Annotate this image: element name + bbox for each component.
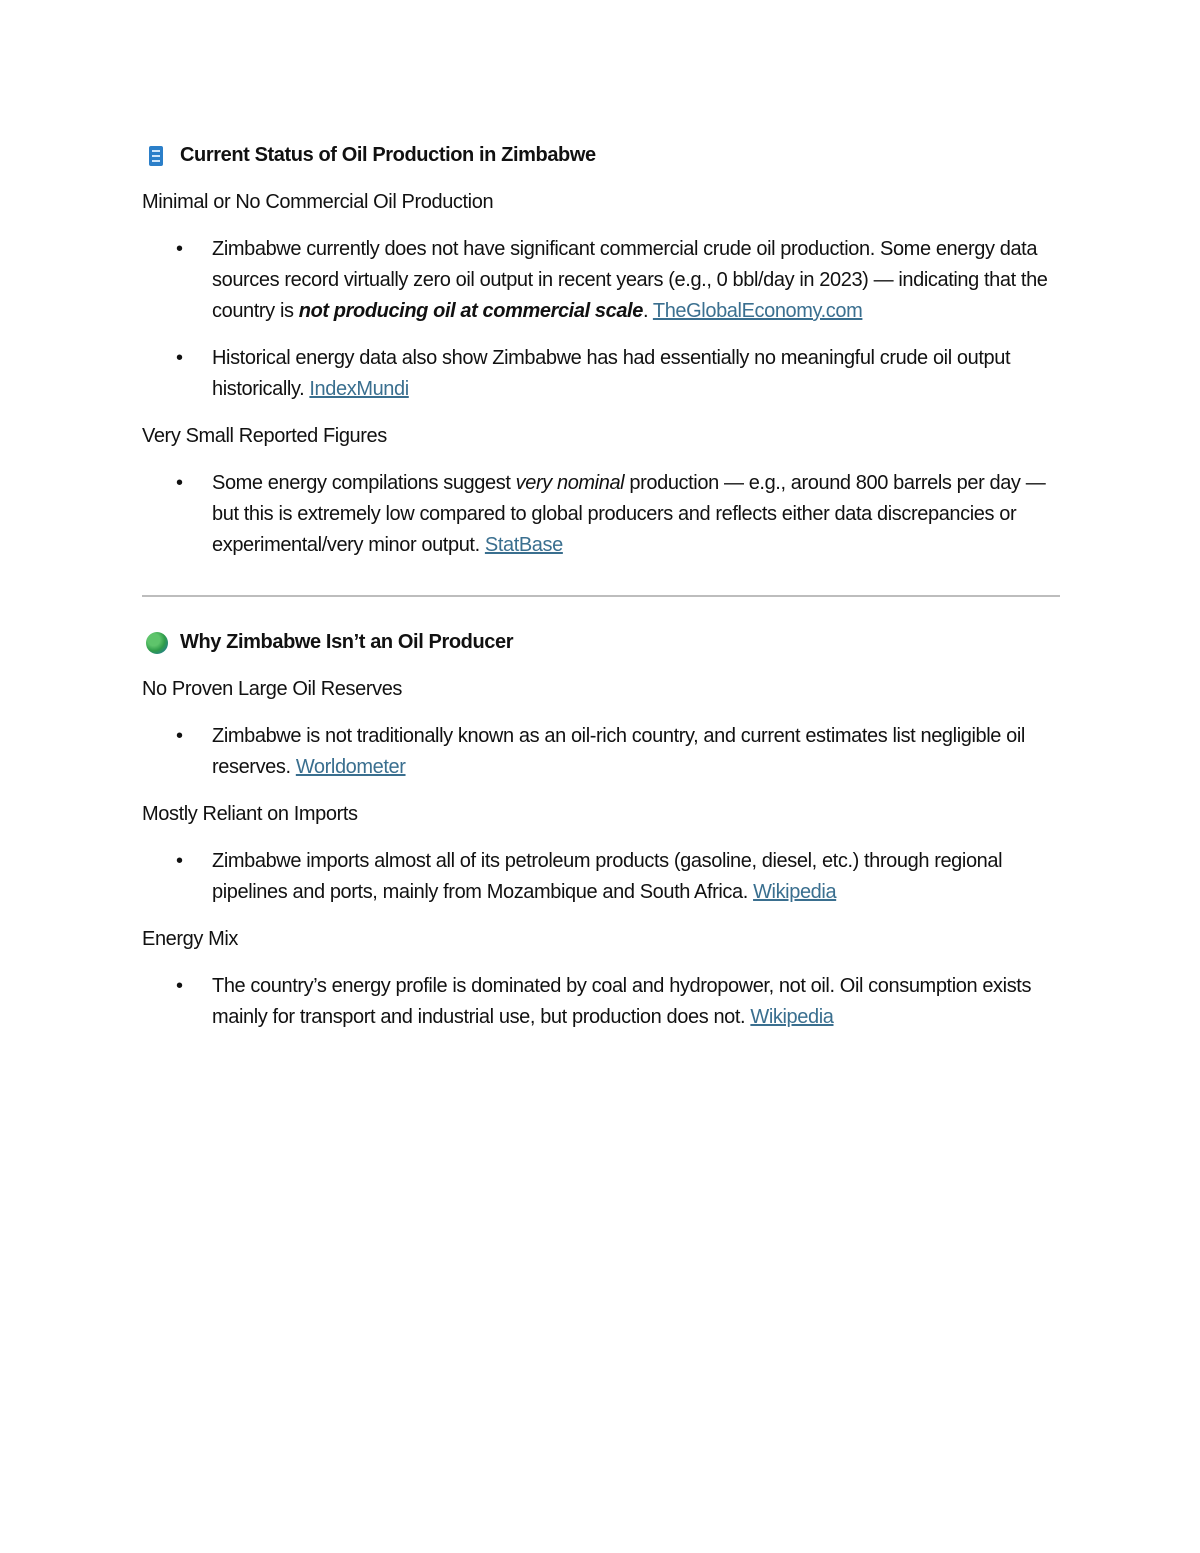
bullet-marker: • — [176, 725, 183, 747]
bullet-text: The country’s energy profile is dominated by coal and hydropower, not oil. Oil consumption exists mainly for transport and industrial use, but production does not. — [212, 975, 1032, 1028]
bullet-marker: • — [176, 850, 183, 872]
bullet-marker: • — [176, 975, 183, 997]
bullet-list — [142, 971, 1060, 1033]
bullet-text-end: . — [642, 300, 653, 322]
document-page — [142, 140, 1060, 1049]
list-item — [142, 721, 1060, 783]
section-2-title: Why Zimbabwe Isn’t an Oil Producer — [180, 631, 514, 653]
source-link-theglobaleconomy[interactable]: TheGlobalEconomy.com — [652, 300, 863, 322]
subheading-energy-mix: Energy Mix — [142, 928, 239, 950]
section-divider — [142, 595, 1060, 597]
list-item — [142, 468, 1060, 561]
bullet-emphasis: not producing oil at commercial scale — [298, 300, 643, 322]
bullet-text: Historical energy data also show Zimbabwe has had essentially no meaningful crude oil output historically. — [212, 347, 1011, 400]
subheading-small-figures: Very Small Reported Figures — [142, 425, 387, 447]
bullet-text-end: production — e.g., around 800 barrels per day — but this is extremely low compared to global producers and reflects either data discrepancies or experimental/very minor output. — [212, 472, 1046, 556]
bullet-marker: • — [176, 238, 183, 260]
source-link-worldometer[interactable]: Worldometer — [295, 756, 406, 778]
bullet-list — [142, 846, 1060, 908]
subheading-imports: Mostly Reliant on Imports — [142, 803, 358, 825]
list-item — [142, 846, 1060, 908]
list-item — [142, 343, 1060, 405]
bullet-list — [142, 234, 1060, 405]
source-link-wikipedia[interactable]: Wikipedia — [750, 1006, 834, 1028]
bullet-marker: • — [176, 347, 183, 369]
source-link-wikipedia[interactable]: Wikipedia — [753, 881, 837, 903]
section-1-heading — [142, 140, 1060, 171]
bullet-text: Zimbabwe currently does not have significant commercial crude oil production. Some energy data sources record virtually zero oil output in recent years (e.g., 0 bbl/day in 2023) — indicating that the country is — [212, 238, 1048, 322]
bullet-text: Some energy compilations suggest — [212, 472, 516, 494]
bullet-list — [142, 468, 1060, 561]
globe-icon — [145, 631, 169, 655]
section-2-heading — [142, 627, 1060, 658]
source-link-indexmundi[interactable]: IndexMundi — [309, 378, 409, 400]
bullet-text: Zimbabwe imports almost all of its petroleum products (gasoline, diesel, etc.) through regional pipelines and ports, mainly from Mozambique and South Africa. — [212, 850, 1003, 903]
bullet-text: Zimbabwe is not traditionally known as an oil-rich country, and current estimates list negligible oil reserves. — [212, 725, 1025, 778]
source-link-statbase[interactable]: StatBase — [484, 534, 563, 556]
bullet-marker: • — [176, 472, 183, 494]
bullet-emphasis: very nominal — [515, 472, 625, 494]
section-1-title: Current Status of Oil Production in Zimbabwe — [180, 144, 596, 166]
subheading-no-reserves: No Proven Large Oil Reserves — [142, 678, 403, 700]
list-item — [142, 234, 1060, 327]
book-icon — [145, 144, 169, 168]
subheading-minimal-production: Minimal or No Commercial Oil Production — [142, 191, 494, 213]
bullet-list — [142, 721, 1060, 783]
list-item — [142, 971, 1060, 1033]
